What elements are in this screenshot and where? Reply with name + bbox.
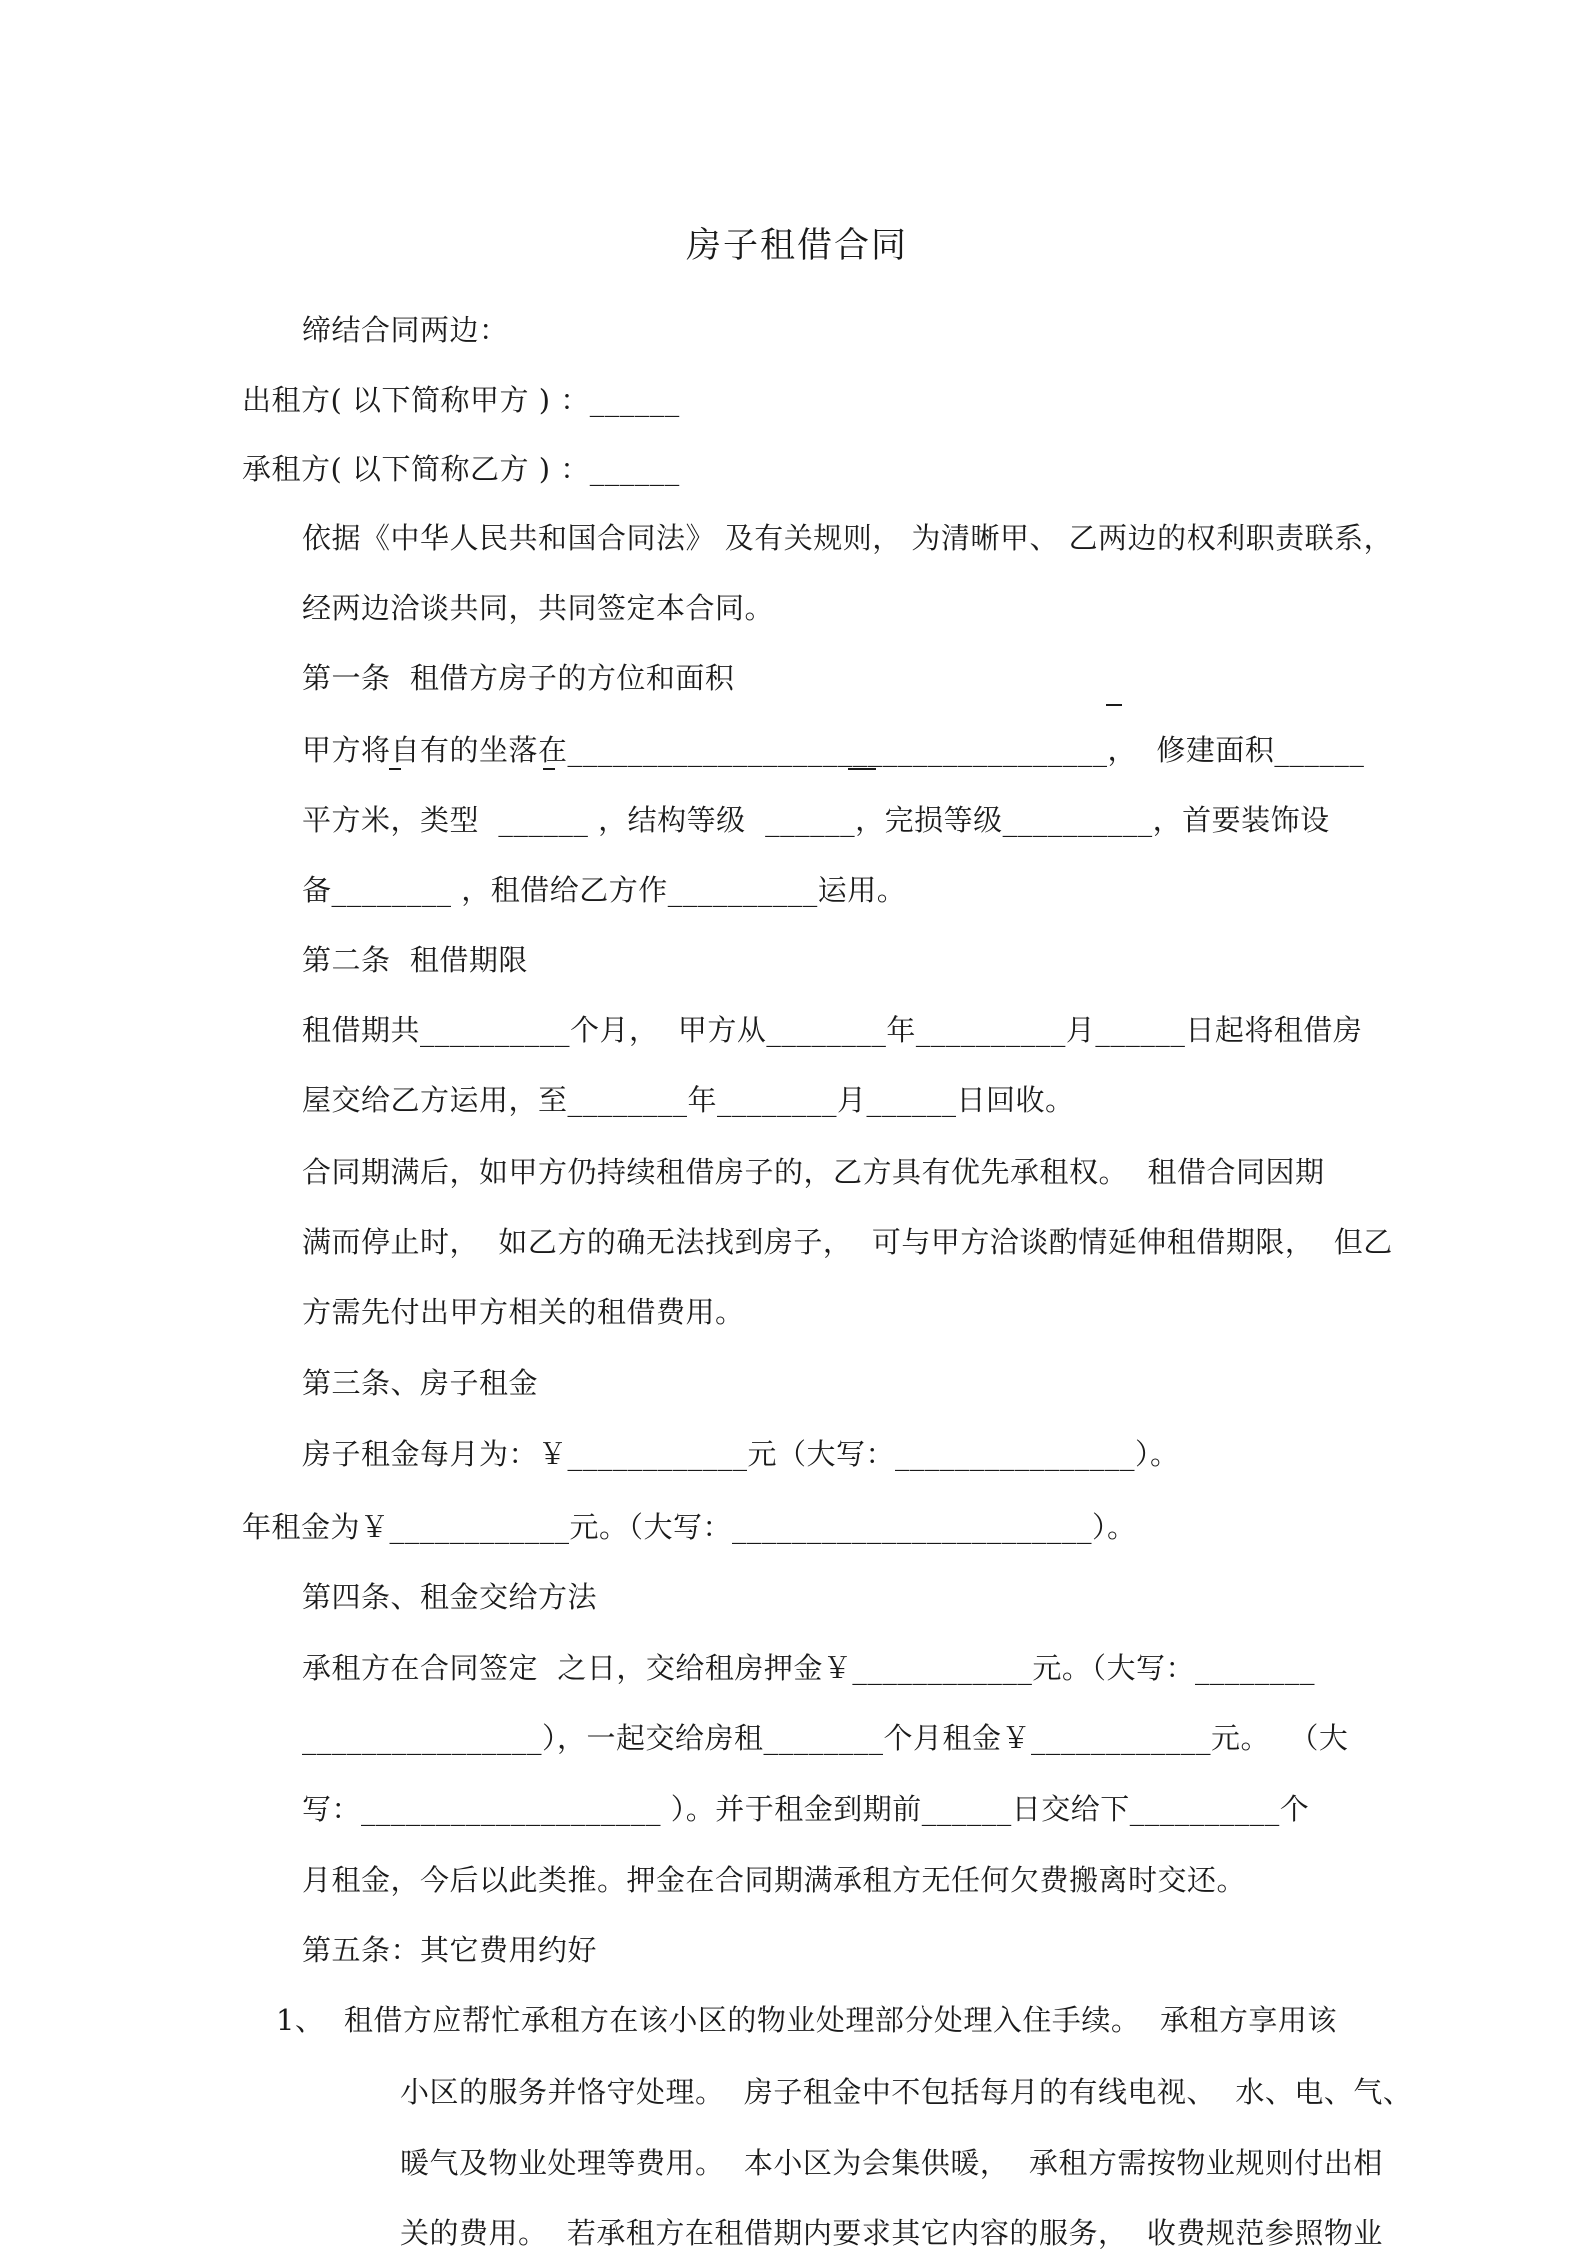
text-line: ________________），一起交给房租________个月租金￥____________元。 （大 <box>302 1721 1349 1755</box>
text-line: 承租方( 以下简称乙方 ) ：______ <box>242 452 680 486</box>
stray-underline-mark <box>848 768 876 770</box>
text-line: 合同期满后，如甲方仍持续租借房子的，乙方具有优先承租权。 租借合同因期 <box>302 1155 1325 1189</box>
section-heading: 第四条、租金交给方法 <box>302 1580 598 1614</box>
stray-underline-mark <box>1106 704 1122 706</box>
text-line: 平方米，类型 ______ ，结构等级 ______，完损等级__________，首要装饰设 <box>302 803 1330 837</box>
text-line: 满而停止时， 如乙方的确无法找到房子， 可与甲方洽谈酌情延伸租借期限， 但乙 <box>302 1225 1393 1259</box>
text-line: 年租金为￥____________元。（大写：________________________）。 <box>242 1510 1137 1544</box>
text-line: 依据《中华人民共和国合同法》 及有关规则， 为清晰甲、 乙两边的权利职责联系， <box>302 521 1394 555</box>
list-item: 1、 租借方应帮忙承租方在该小区的物业处理部分处理入住手续。 承租方享用该 <box>276 2003 1337 2037</box>
text-line: 房子租金每月为：￥____________元（大写：________________）。 <box>302 1437 1180 1471</box>
text-line: 经两边洽谈共同，共同签定本合同。 <box>302 591 775 625</box>
document-title: 房子租借合同 <box>686 226 909 266</box>
stray-underline-mark <box>543 768 555 770</box>
text-line: 屋交给乙方运用，至________年________月______日回收。 <box>302 1083 1075 1117</box>
text-line: 租借期共__________个月， 甲方从________年__________月______日起将租借房 <box>302 1013 1363 1047</box>
text-line: 备________ ，租借给乙方作__________运用。 <box>302 873 907 907</box>
text-line: 关的费用。 若承租方在租借期内要求其它内容的服务， 收费规范参照物业 <box>400 2216 1383 2250</box>
text-line: 承租方在合同签定 之日，交给租房押金￥____________元。（大写：________ <box>302 1651 1315 1685</box>
section-heading: 第二条 租借期限 <box>302 943 528 977</box>
text-line: 写：____________________ ）。并于租金到期前______日交给下__________个 <box>302 1792 1310 1826</box>
text-line: 小区的服务并恪守处理。 房子租金中不包括每月的有线电视、 水、电、气、 <box>400 2075 1413 2109</box>
text-line: 暖气及物业处理等费用。 本小区为会集供暖， 承租方需按物业规则付出相 <box>400 2146 1383 2180</box>
text-line: 甲方将自有的坐落在____________________________________， 修建面积______ <box>302 733 1365 767</box>
section-heading: 第一条 租借方房子的方位和面积 <box>302 661 735 695</box>
stray-underline-mark <box>389 768 401 770</box>
section-heading: 第五条：其它费用约好 <box>302 1933 598 1967</box>
text-line: 方需先付出甲方相关的租借费用。 <box>302 1295 745 1329</box>
section-heading: 第三条、房子租金 <box>302 1366 539 1400</box>
text-line: 出租方( 以下简称甲方 ) ：______ <box>242 383 680 417</box>
text-line: 缔结合同两边： <box>302 313 509 347</box>
text-line: 月租金，今后以此类推。押金在合同期满承租方无任何欠费搬离时交还。 <box>302 1863 1247 1897</box>
